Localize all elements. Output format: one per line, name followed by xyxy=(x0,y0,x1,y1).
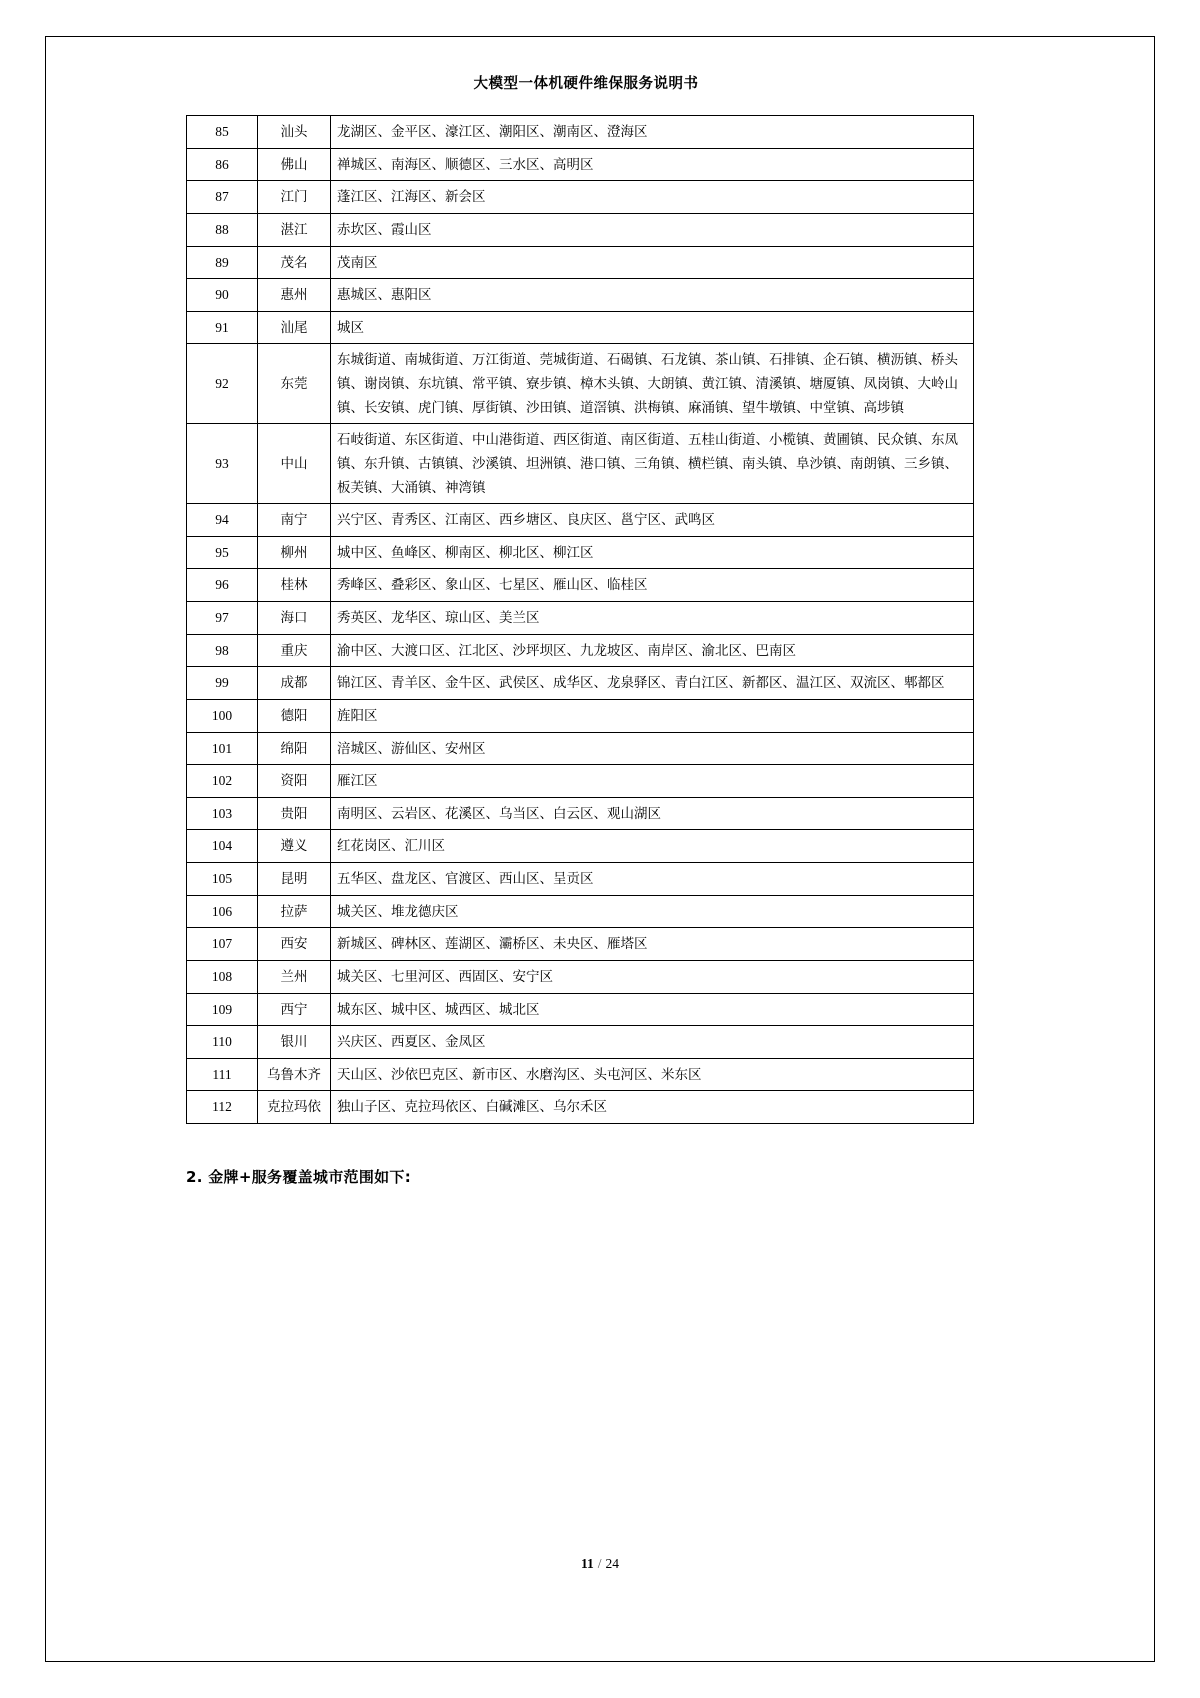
cell-districts: 城中区、鱼峰区、柳南区、柳北区、柳江区 xyxy=(331,536,974,569)
footer-total-pages: 24 xyxy=(605,1556,620,1571)
table-row xyxy=(187,213,974,246)
cell-city: 昆明 xyxy=(258,863,331,896)
cell-city: 中山 xyxy=(258,424,331,504)
table-row xyxy=(187,1091,974,1124)
cell-districts: 旌阳区 xyxy=(331,699,974,732)
table-row xyxy=(187,569,974,602)
cell-city: 拉萨 xyxy=(258,895,331,928)
cell-districts: 独山子区、克拉玛依区、白碱滩区、乌尔禾区 xyxy=(331,1091,974,1124)
cell-districts: 城区 xyxy=(331,311,974,344)
cell-districts: 东城街道、南城街道、万江街道、莞城街道、石碣镇、石龙镇、茶山镇、石排镇、企石镇、横沥镇、桥头镇、谢岗镇、东坑镇、常平镇、寮步镇、樟木头镇、大朗镇、黄江镇、清溪镇、塘厦镇、凤岗镇、大岭山镇、长安镇、虎门镇、厚街镇、沙田镇、道滘镇、洪梅镇、麻涌镇、望牛墩镇、中堂镇、高埗镇 xyxy=(331,344,974,424)
cell-index: 109 xyxy=(187,993,258,1026)
cell-index: 87 xyxy=(187,181,258,214)
cell-city: 资阳 xyxy=(258,765,331,798)
cell-city: 贵阳 xyxy=(258,797,331,830)
cell-districts: 雁江区 xyxy=(331,765,974,798)
cell-districts: 赤坎区、霞山区 xyxy=(331,213,974,246)
cell-city: 柳州 xyxy=(258,536,331,569)
cell-districts: 锦江区、青羊区、金牛区、武侯区、成华区、龙泉驿区、青白江区、新都区、温江区、双流区、郫都区 xyxy=(331,667,974,700)
cell-index: 92 xyxy=(187,344,258,424)
cell-districts: 秀峰区、叠彩区、象山区、七星区、雁山区、临桂区 xyxy=(331,569,974,602)
city-coverage-table xyxy=(186,115,974,1124)
section-heading: 2. 金牌+服务覆盖城市范围如下: xyxy=(186,1168,412,1186)
table-row xyxy=(187,279,974,312)
cell-index: 85 xyxy=(187,116,258,149)
table-row xyxy=(187,895,974,928)
cell-city: 汕头 xyxy=(258,116,331,149)
table-row xyxy=(187,1026,974,1059)
cell-index: 107 xyxy=(187,928,258,961)
table-row xyxy=(187,181,974,214)
cell-city: 德阳 xyxy=(258,699,331,732)
cell-districts: 秀英区、龙华区、琼山区、美兰区 xyxy=(331,602,974,635)
cell-city: 南宁 xyxy=(258,504,331,537)
cell-city: 成都 xyxy=(258,667,331,700)
table-row xyxy=(187,797,974,830)
cell-index: 104 xyxy=(187,830,258,863)
cell-index: 98 xyxy=(187,634,258,667)
cell-city: 绵阳 xyxy=(258,732,331,765)
document-header-title: 大模型一体机硬件维保服务说明书 xyxy=(473,76,699,92)
cell-index: 102 xyxy=(187,765,258,798)
table-row xyxy=(187,602,974,635)
table-row xyxy=(187,928,974,961)
table-row xyxy=(187,699,974,732)
cell-index: 112 xyxy=(187,1091,258,1124)
page-footer xyxy=(0,1556,1200,1572)
table-row xyxy=(187,960,974,993)
cell-index: 110 xyxy=(187,1026,258,1059)
cell-index: 86 xyxy=(187,148,258,181)
table-row xyxy=(187,536,974,569)
cell-city: 西安 xyxy=(258,928,331,961)
cell-districts: 惠城区、惠阳区 xyxy=(331,279,974,312)
cell-city: 茂名 xyxy=(258,246,331,279)
cell-index: 105 xyxy=(187,863,258,896)
table-row xyxy=(187,116,974,149)
cell-index: 99 xyxy=(187,667,258,700)
cell-city: 银川 xyxy=(258,1026,331,1059)
cell-districts: 天山区、沙依巴克区、新市区、水磨沟区、头屯河区、米东区 xyxy=(331,1058,974,1091)
cell-index: 88 xyxy=(187,213,258,246)
cell-districts: 涪城区、游仙区、安州区 xyxy=(331,732,974,765)
page-content xyxy=(186,72,986,1187)
cell-districts: 禅城区、南海区、顺德区、三水区、高明区 xyxy=(331,148,974,181)
cell-city: 东莞 xyxy=(258,344,331,424)
table-row xyxy=(187,634,974,667)
table-row xyxy=(187,863,974,896)
footer-current-page: 11 xyxy=(580,1556,594,1571)
cell-index: 90 xyxy=(187,279,258,312)
cell-districts: 红花岗区、汇川区 xyxy=(331,830,974,863)
cell-city: 海口 xyxy=(258,602,331,635)
cell-districts: 渝中区、大渡口区、江北区、沙坪坝区、九龙坡区、南岸区、渝北区、巴南区 xyxy=(331,634,974,667)
cell-index: 106 xyxy=(187,895,258,928)
table-row xyxy=(187,765,974,798)
footer-separator: / xyxy=(597,1556,602,1571)
table-row xyxy=(187,993,974,1026)
cell-city: 西宁 xyxy=(258,993,331,1026)
cell-city: 遵义 xyxy=(258,830,331,863)
cell-districts: 茂南区 xyxy=(331,246,974,279)
cell-city: 惠州 xyxy=(258,279,331,312)
table-row xyxy=(187,732,974,765)
cell-city: 桂林 xyxy=(258,569,331,602)
city-coverage-table-body xyxy=(187,116,974,1124)
cell-city: 乌鲁木齐 xyxy=(258,1058,331,1091)
table-row xyxy=(187,246,974,279)
cell-index: 111 xyxy=(187,1058,258,1091)
cell-districts: 石岐街道、东区街道、中山港街道、西区街道、南区街道、五桂山街道、小榄镇、黄圃镇、民众镇、东凤镇、东升镇、古镇镇、沙溪镇、坦洲镇、港口镇、三角镇、横栏镇、南头镇、阜沙镇、南朗镇、三乡镇、板芙镇、大涌镇、神湾镇 xyxy=(331,424,974,504)
table-row xyxy=(187,504,974,537)
cell-districts: 城东区、城中区、城西区、城北区 xyxy=(331,993,974,1026)
cell-index: 89 xyxy=(187,246,258,279)
table-row xyxy=(187,830,974,863)
table-row xyxy=(187,1058,974,1091)
cell-districts: 蓬江区、江海区、新会区 xyxy=(331,181,974,214)
cell-districts: 新城区、碑林区、莲湖区、灞桥区、未央区、雁塔区 xyxy=(331,928,974,961)
table-row xyxy=(187,311,974,344)
cell-index: 93 xyxy=(187,424,258,504)
cell-city: 湛江 xyxy=(258,213,331,246)
cell-index: 108 xyxy=(187,960,258,993)
cell-districts: 龙湖区、金平区、濠江区、潮阳区、潮南区、澄海区 xyxy=(331,116,974,149)
cell-districts: 城关区、七里河区、西固区、安宁区 xyxy=(331,960,974,993)
table-row xyxy=(187,148,974,181)
cell-city: 佛山 xyxy=(258,148,331,181)
cell-districts: 兴庆区、西夏区、金凤区 xyxy=(331,1026,974,1059)
cell-index: 94 xyxy=(187,504,258,537)
cell-index: 91 xyxy=(187,311,258,344)
cell-index: 97 xyxy=(187,602,258,635)
cell-city: 汕尾 xyxy=(258,311,331,344)
cell-districts: 城关区、堆龙德庆区 xyxy=(331,895,974,928)
cell-index: 101 xyxy=(187,732,258,765)
cell-index: 103 xyxy=(187,797,258,830)
cell-city: 克拉玛依 xyxy=(258,1091,331,1124)
cell-city: 兰州 xyxy=(258,960,331,993)
cell-index: 95 xyxy=(187,536,258,569)
cell-city: 江门 xyxy=(258,181,331,214)
cell-districts: 南明区、云岩区、花溪区、乌当区、白云区、观山湖区 xyxy=(331,797,974,830)
table-row xyxy=(187,424,974,504)
cell-city: 重庆 xyxy=(258,634,331,667)
cell-index: 96 xyxy=(187,569,258,602)
cell-districts: 兴宁区、青秀区、江南区、西乡塘区、良庆区、邕宁区、武鸣区 xyxy=(331,504,974,537)
cell-index: 100 xyxy=(187,699,258,732)
table-row xyxy=(187,344,974,424)
table-row xyxy=(187,667,974,700)
cell-districts: 五华区、盘龙区、官渡区、西山区、呈贡区 xyxy=(331,863,974,896)
